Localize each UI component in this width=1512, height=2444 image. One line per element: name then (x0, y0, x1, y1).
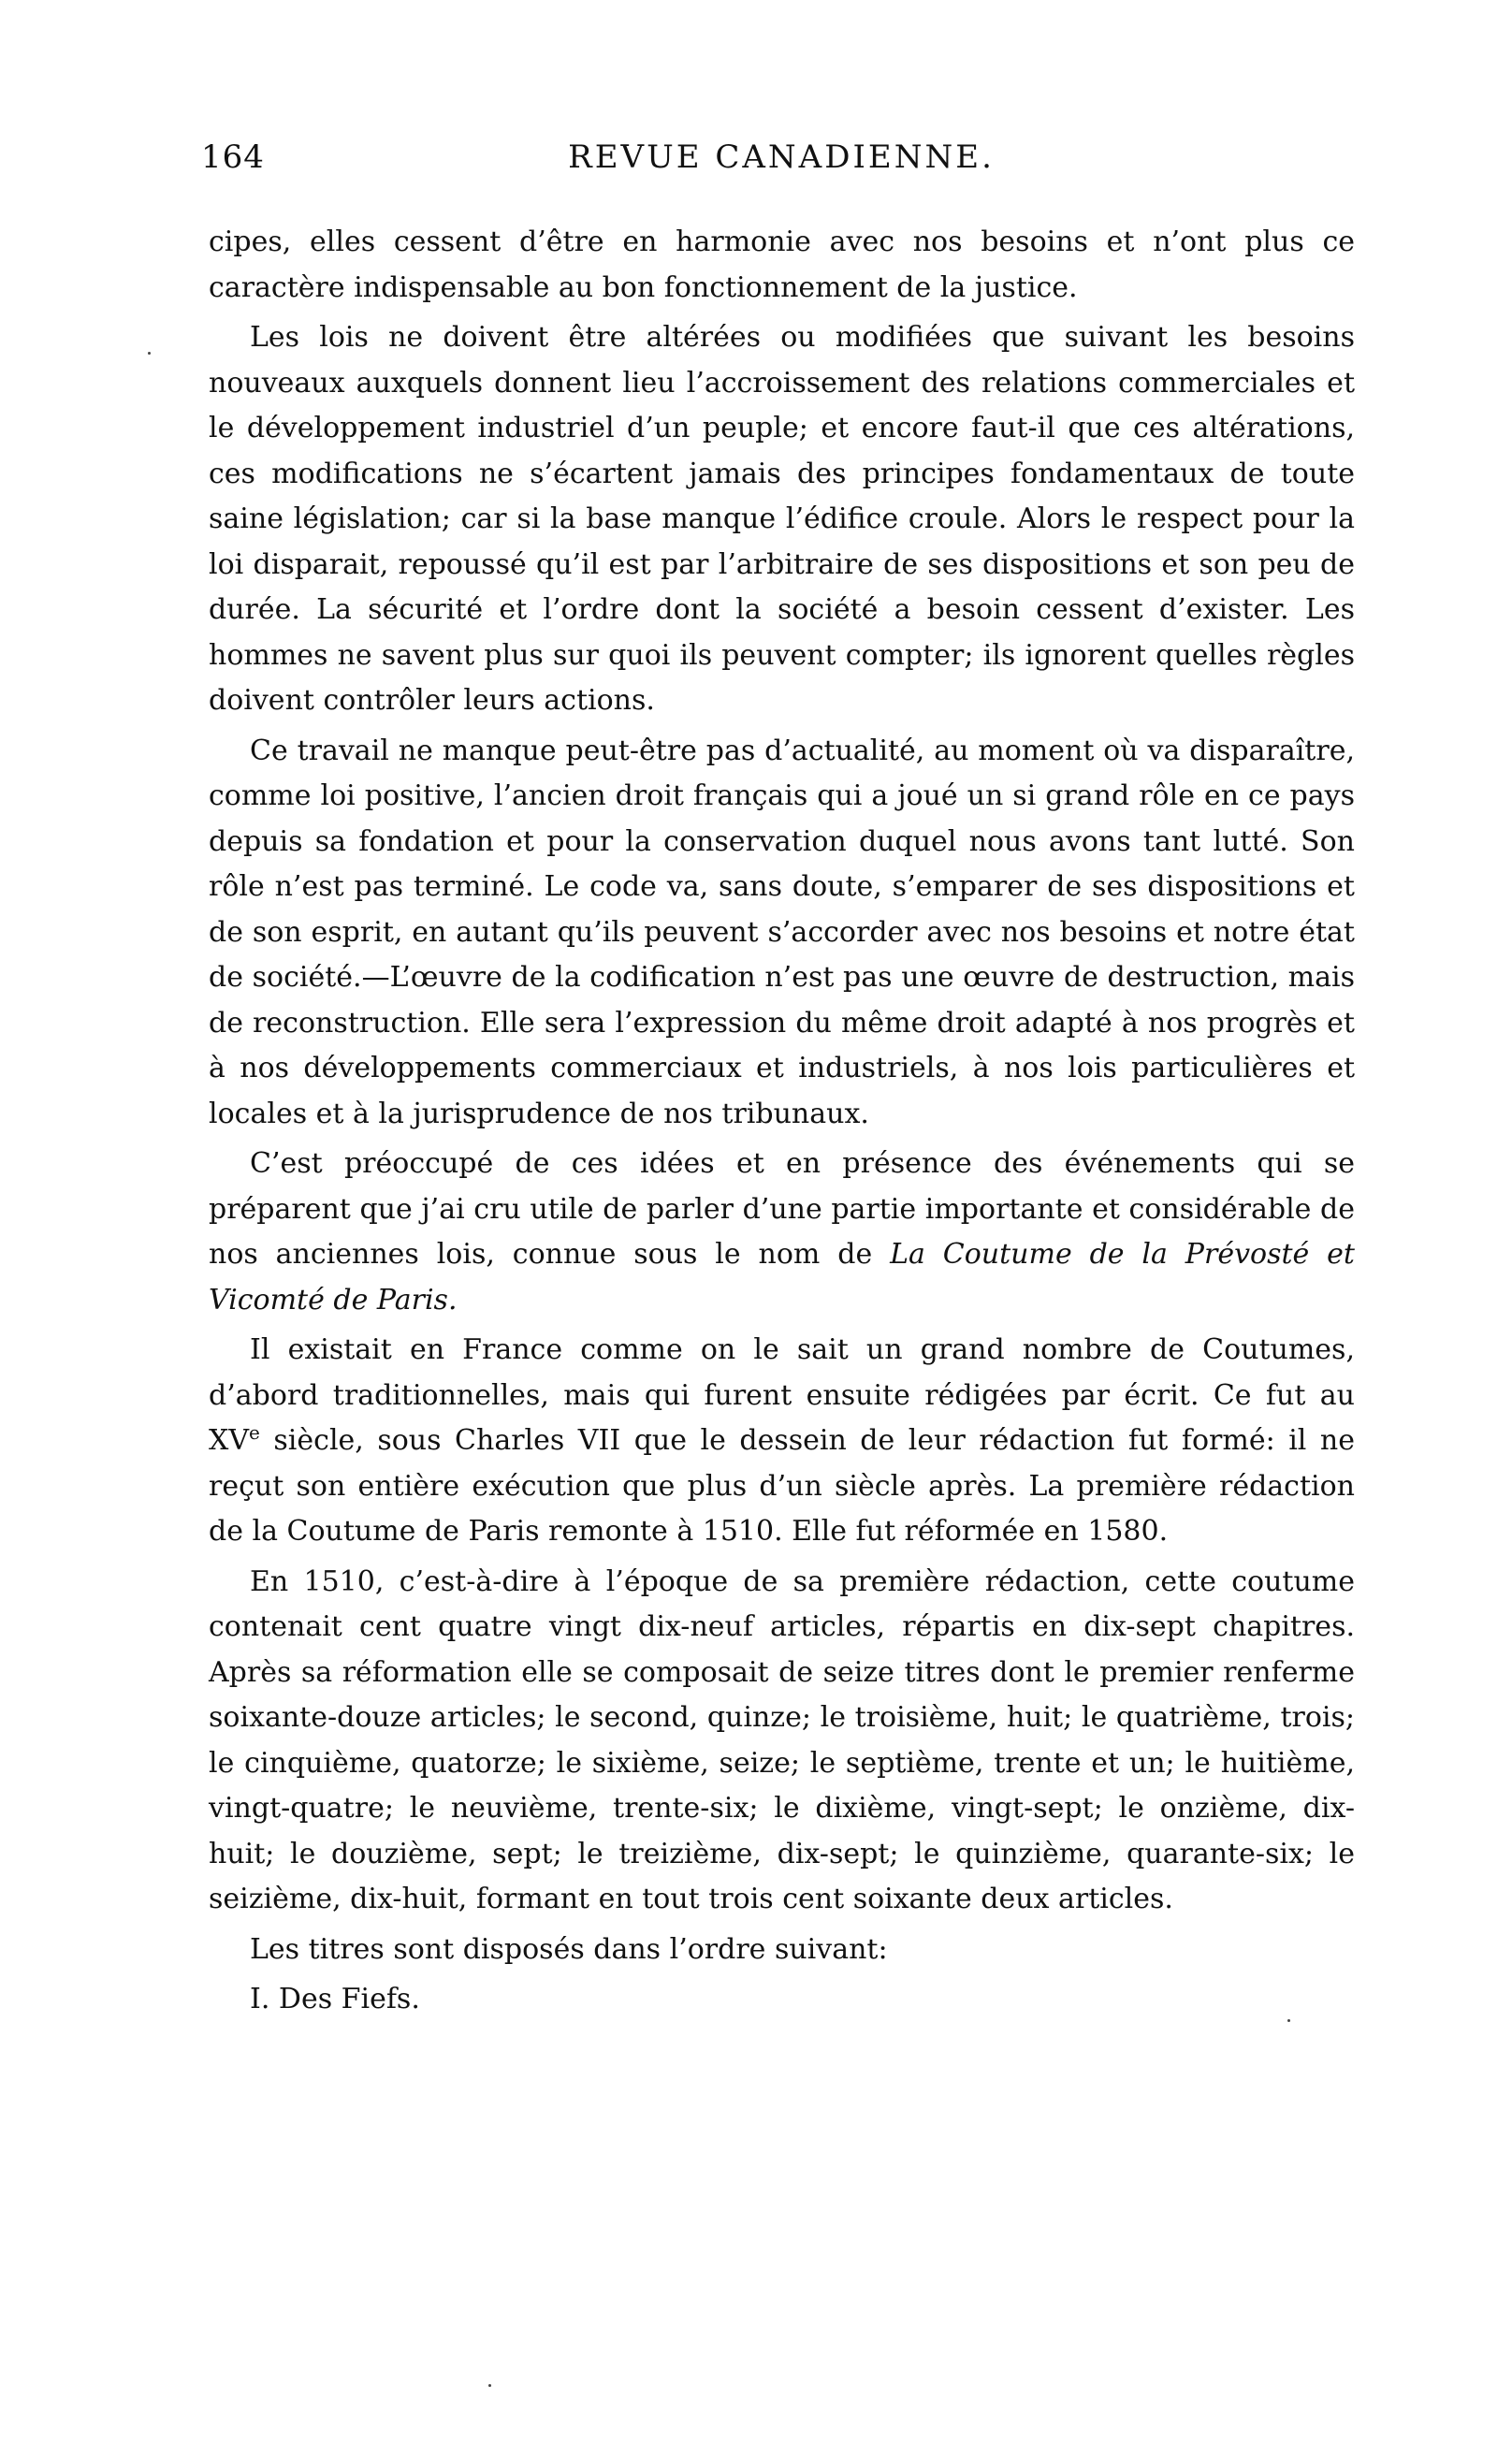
coutume-title-italic: La Coutume de la Prévosté et Vicomté de Paris. (209, 1238, 1355, 1317)
paragraph-titres: Les titres sont disposés dans l’ordre suivant: (250, 1932, 888, 1966)
paragraph-continuation: cipes, elles cessent d’être en harmonie avec nos besoins et n’ont plus ce caractère indispensable au bon fonctionnement de la justice. (209, 225, 1355, 304)
paragraph-coutumes-text-start: Il existait en France comme on le sait un grand nombre de Coutumes, d’abord traditionnelles, mais qui furent ensuite rédigées par écrit. Ce fut au XV (209, 1333, 1355, 1457)
page-body (209, 220, 1355, 2023)
print-speck (488, 2384, 491, 2387)
paragraph-travail: Ce travail ne manque peut-être pas d’actualité, au moment où va disparaître, comme loi positive, l’ancien droit français qui a joué un si grand rôle en ce pays depuis sa fondation et pour la conservation duquel nous avons tant lutté. Son rôle n’est pas terminé. Le code va, sans doute, s’emparer de ses dispositions et de son esprit, en autant qu’ils peuvent s’accorder avec nos besoins et notre état de société.—L’œuvre de la codification n’est pas une œuvre de destruction, mais de reconstruction. Elle sera l’expression du même droit adapté à nos progrès et à nos développements commerciaux et industriels, à nos lois particulières et locales et à la jurisprudence de nos tribunaux. (209, 734, 1355, 1130)
print-speck (148, 352, 151, 355)
century-superscript: e (249, 1421, 260, 1444)
paragraph-preoccupe (209, 1142, 1355, 1323)
paragraph-lois: Les lois ne doivent être altérées ou modifiées que suivant les besoins nouveaux auxquels donnent lieu l’accroissement des relations commerciales et le développement industriel d’un peuple; et encore faut-il que ces altérations, ces modifications ne s’écartent jamais des principes fondamentaux de toute saine législation; car si la base manque l’édifice croule. Alors le respect pour la loi disparait, repoussé qu’il est par l’arbitraire de ses dispositions et son peu de durée. La sécurité et l’ordre dont la société a besoin cessent d’exister. Les hommes ne savent plus sur quoi ils peuvent compter; ils ignorent quelles règles doivent contrôler leurs actions. (209, 321, 1355, 717)
paragraph-preoccupe-text: C’est préoccupé de ces idées et en présence des événements qui se préparent que j’ai cru utile de parler d’une partie importante et considérable de nos anciennes lois, connue sous le nom de (209, 1147, 1355, 1271)
list-item-fiefs: I. Des Fiefs. (250, 1983, 420, 2015)
page-number: 164 (201, 138, 265, 176)
page-header (201, 138, 1361, 187)
paragraph-articles: En 1510, c’est-à-dire à l’époque de sa première rédaction, cette coutume contenait cent quatre vingt dix-neuf articles, répartis en dix-sept chapitres. Après sa réformation elle se composait de seize titres dont le premier renferme soixante-douze articles; le second, quinze; le troisième, huit; le quatrième, trois; le cinquième, quatorze; le sixième, seize; le septième, trente et un; le huitième, vingt-quatre; le neuvième, trente-six; le dixième, vingt-sept; le onzième, dix-huit; le douzième, sept; le treizième, dix-sept; le quinzième, quarante-six; le seizième, dix-huit, formant en tout trois cent soixante deux articles. (209, 1564, 1355, 1915)
print-speck (1287, 2019, 1290, 2022)
paragraph-coutumes-text-end: siècle, sous Charles VII que le dessein de leur rédaction fut formé: il ne reçut son entière exécution que plus d’un siècle après. La première rédaction de la Coutume de Paris remonte à 1510. Elle fut réformée en 1580. (209, 1424, 1355, 1548)
paragraph-coutumes (209, 1328, 1355, 1555)
running-title: REVUE CANADIENNE. (568, 138, 995, 176)
